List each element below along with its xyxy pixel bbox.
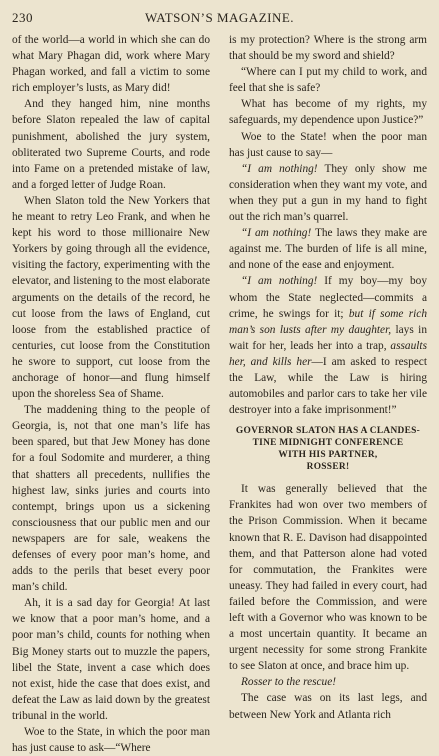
paragraph: What has become of my rights, my safeguards, my dependence upon Justice?” (229, 98, 427, 127)
page-number: 230 (12, 10, 33, 25)
italic-text: “I am nothing! (241, 275, 318, 288)
running-title: WATSON’S MAGAZINE. (144, 10, 295, 25)
subheading-line: WITH HIS PARTNER, (278, 450, 378, 461)
italic-text: “I am nothing! (241, 162, 318, 175)
page-header (12, 6, 427, 30)
subheading-line: GOVERNOR SLATON HAS A CLANDES- (235, 426, 421, 437)
text: The laws they make are against me. The burden of life is all mine, and none of the ease and enjoyment. (229, 227, 427, 272)
subheading-line: ROSSER! (306, 462, 350, 473)
italic-text: assaults her, and kills her (229, 339, 427, 368)
paragraph: And they hanged him, nine months before Slaton repealed the law of capital punishment, abolished the jury system, obliterated two Supreme Courts, and rode into Fame on a pretended mistake of law, and a forged letter of Judge Roan. (12, 98, 210, 191)
paragraph: It was generally believed that the Frankites had won over two members of the Prison Commission. When it became known that R. E. Davison had disappointed them, and that Patterson alone had voted for commutation, the Frankites were uneasy. They had failed in every court, had failed before the Commission, and were left with a Governor who was known to be a most uncertain quantity. It became an urgent necessity for some strong Frankite to see Slaton at once, and brace him up. (229, 483, 427, 673)
paragraph: The case was on its last legs, and between New York and Atlanta rich (229, 692, 427, 721)
paragraph: When Slaton told the New Yorkers that he meant to retry Leo Frank, and when he kept his word to those millionaire New Yorkers by going through all the evidence, visiting the factory, experimenting with the elevator, and listening to the most elaborate arguments on the details of the record, he cut loose from the laws of England, cut loose from the established practice of centuries, cut loose from the Constitution he swore to support, cut loose from the anchorage of honor—and flung himself upon the shoreless Sea of Shame. (12, 194, 210, 401)
text: If my boy—my boy whom the State neglected—commits a crime, he swings for it; (229, 275, 428, 320)
text: They only show me consideration when they want my vote, and when they put a gun in my hand to fight out the rich man’s quarrel. (229, 162, 427, 224)
paragraph (229, 161, 427, 225)
paragraph: Woe to the State, in which the poor man has just cause to ask—“Where (12, 726, 210, 755)
subheading-line: TINE MIDNIGHT CONFERENCE (252, 438, 404, 449)
paragraph (229, 674, 427, 690)
paragraph (229, 225, 427, 273)
italic-text: “I am nothing! (241, 227, 312, 240)
italic-text: Rosser to the rescue! (241, 676, 337, 689)
paragraph: “Where can I put my child to work, and feel that she is safe? (229, 66, 427, 95)
italic-text: but if some rich man’s son lusts after my daughter, (229, 307, 427, 336)
left-column (12, 32, 210, 756)
paragraph: of the world—a world in which she can do what Mary Phagan did, work where Mary Phagan worked, and fall a victim to some rich employer’s lusts, as Mary did! (12, 34, 210, 95)
text: lays in wait for her, leads her into a trap, (229, 323, 427, 352)
paragraph: Ah, it is a sad day for Georgia! At last we know that a poor man’s home, and a poor man’s child, counts for nothing when Big Money starts out to muzzle the papers, libel the State, invent a case which does not exist, hide the case that does exist, and defeat the Law as laid down by the greatest tribunal in the world. (12, 597, 210, 722)
text: —I am asked to respect the Law, while the Law is hiring automobiles and parlor cars to take her vile destroyer into a fake imprisonment!” (229, 355, 427, 417)
paragraph (229, 273, 427, 418)
paragraph: is my protection? Where is the strong arm that should be my sword and shield? (229, 34, 427, 63)
section-subheading (229, 425, 427, 473)
paragraph: The maddening thing to the people of Georgia, is, not that one man’s life has been spared, but that Jew Money has done for a foul Sodomite and murderer, a thing that shatters all precedents, nullifies the highest law, sinks juries and courts into contempt, brings upon us a sickening consciousness that our public men and our newspapers are for sale, weakens the defenses of every poor man’s home, and adds to the perils that beset every poor man’s child. (12, 404, 210, 594)
right-column (229, 32, 427, 723)
paragraph: Woe to the State! when the poor man has just cause to say— (229, 130, 427, 159)
